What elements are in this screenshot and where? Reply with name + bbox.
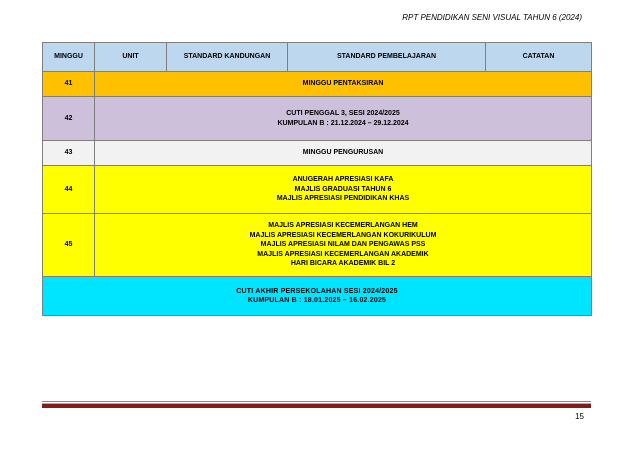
event-line: ANUGERAH APRESIASI KAFA <box>292 176 394 184</box>
table-header-row <box>43 43 592 72</box>
week-event <box>95 214 592 277</box>
event-line: MAJLIS APRESIASI NILAM DAN PENGAWAS PSS <box>260 241 426 249</box>
event-line: MAJLIS APRESIASI PENDIDIKAN KHAS <box>276 195 410 203</box>
week-number: 41 <box>43 72 95 97</box>
column-header-catatan: CATATAN <box>486 43 592 72</box>
event-line: KUMPULAN B : 18.01.2025 – 16.02.2025 <box>247 297 387 304</box>
event-line: CUTI PENGGAL 3, SESI 2024/2025 <box>286 110 400 118</box>
column-header-minggu: MINGGU <box>43 43 95 72</box>
table-row <box>43 97 592 141</box>
event-line: MINGGU PENGURUSAN <box>302 149 384 157</box>
column-header-standard-pembelajaran: STANDARD PEMBELAJARAN <box>288 43 486 72</box>
document-header-title: RPT PENDIDIKAN SENI VISUAL TAHUN 6 (2024) <box>402 13 582 22</box>
week-number: 42 <box>43 97 95 141</box>
event-line: MINGGU PENTAKSIRAN <box>302 80 384 88</box>
column-header-standard-kandungan: STANDARD KANDUNGAN <box>167 43 288 72</box>
table-row <box>43 166 592 214</box>
table-row <box>43 141 592 166</box>
table-row <box>43 214 592 277</box>
week-number: 43 <box>43 141 95 166</box>
event-line: CUTI AKHIR PERSEKOLAHAN SESI 2024/2025 <box>236 287 398 295</box>
event-line: KUMPULAN B : 21.12.2024 – 29.12.2024 <box>277 119 409 127</box>
week-number: 45 <box>43 214 95 277</box>
page-number: 15 <box>575 412 584 421</box>
footer-divider-thin <box>42 401 591 402</box>
final-holiday-cell <box>43 277 592 316</box>
week-event <box>95 97 592 141</box>
week-event <box>95 141 592 166</box>
week-event <box>95 72 592 97</box>
table-row-final <box>43 277 592 316</box>
event-line: HARI BICARA AKADEMIK BIL 2 <box>290 260 396 268</box>
event-line: MAJLIS GRADUASI TAHUN 6 <box>294 185 392 193</box>
footer-divider <box>42 403 591 408</box>
event-line: MAJLIS APRESIASI KECEMERLANGAN AKADEMIK <box>257 250 429 258</box>
event-line: MAJLIS APRESIASI KECEMERLANGAN KOKURIKULUM <box>249 231 437 239</box>
column-header-unit: UNIT <box>95 43 167 72</box>
event-line: MAJLIS APRESIASI KECEMERLANGAN HEM <box>268 222 418 230</box>
table-row <box>43 72 592 97</box>
week-event <box>95 166 592 214</box>
schedule-table <box>42 42 592 316</box>
week-number: 44 <box>43 166 95 214</box>
